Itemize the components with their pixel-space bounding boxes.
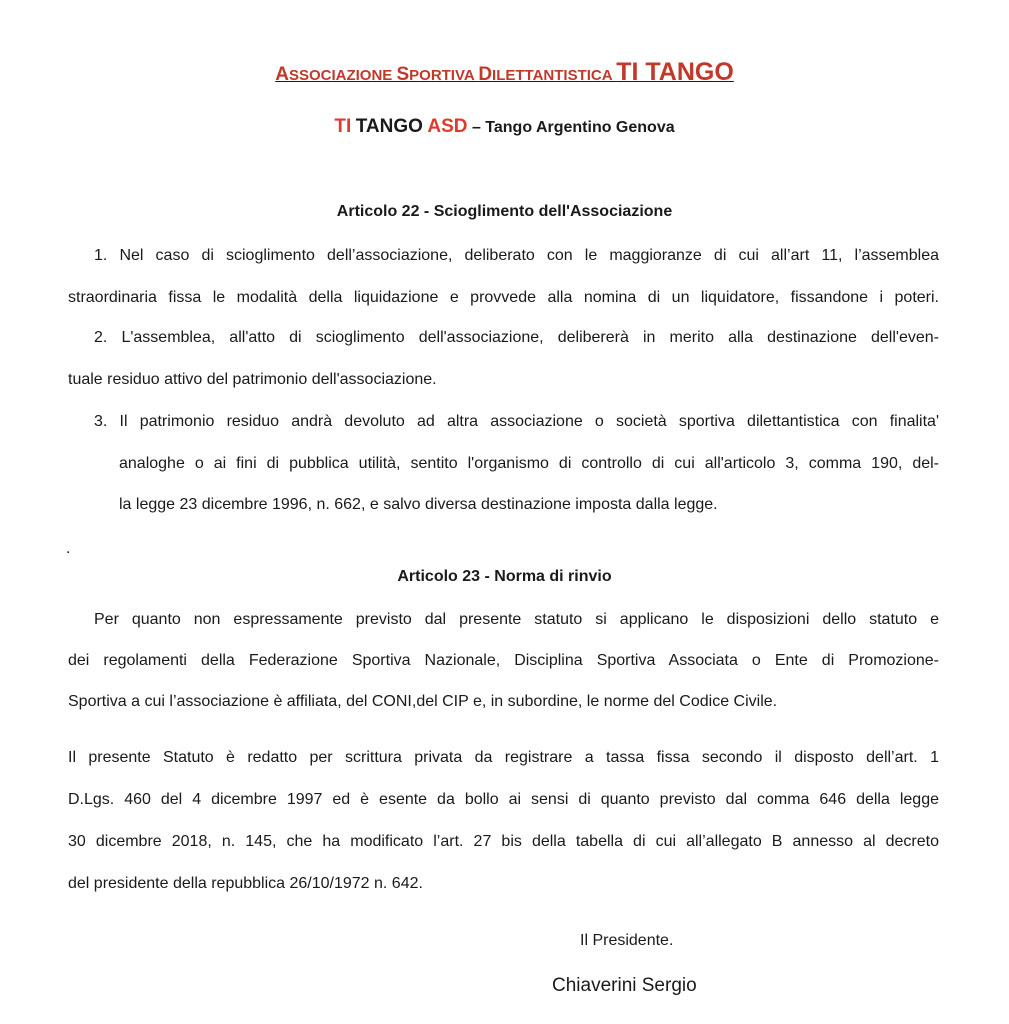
article-22-heading: Articolo 22 - Scioglimento dell'Associazione xyxy=(336,203,673,220)
closing-line: del presidente della repubblica 26/10/1972 n. 642. xyxy=(68,875,423,892)
article-22-line: 3. Il patrimonio residuo andrà devoluto ad altra associazione o società sportiva dilettantistica con finalita' xyxy=(94,413,939,430)
title-initial-a: A xyxy=(275,64,289,85)
subtitle-asd: ASD xyxy=(427,116,468,137)
article-23-heading: Articolo 23 - Norma di rinvio xyxy=(397,568,612,585)
subtitle-ti: TI xyxy=(334,116,352,137)
subtitle-tango: TANGO xyxy=(355,116,423,137)
association-name xyxy=(275,58,734,86)
article-22-line: 2. L'assemblea, all'atto di scioglimento dell'associazione, delibererà in merito alla destinazione dell'even- xyxy=(94,329,939,346)
article-22-line: 1. Nel caso di scioglimento dell’associazione, deliberato con le maggioranze di cui all’art 11, l’assemblea xyxy=(94,247,939,264)
closing-line: D.Lgs. 460 del 4 dicembre 1997 ed è esente da bollo ai sensi di quanto previsto dal comma 646 della legge xyxy=(68,791,939,808)
separator-dot: . xyxy=(66,540,71,557)
article-23-line: Per quanto non espressamente previsto dal presente statuto si applicano le disposizioni dello statuto e xyxy=(94,611,939,628)
closing-line: Il presente Statuto è redatto per scrittura privata da registrare a tassa fissa secondo il disposto dell’art. 1 xyxy=(68,749,939,766)
signature-name: Chiaverini Sergio xyxy=(552,975,697,996)
article-23-line: dei regolamenti della Federazione Sportiva Nazionale, Disciplina Sportiva Associata o Ente di Promozione- xyxy=(68,652,939,669)
title-word-dilettantistica: ILETTANTISTICA xyxy=(492,67,617,84)
title-word-sportiva: PORTIVA xyxy=(409,67,479,84)
association-title xyxy=(0,58,1009,87)
article-22-line: la legge 23 dicembre 1996, n. 662, e salvo diversa destinazione imposta dalla legge. xyxy=(119,496,718,513)
article-23-line: Sportiva a cui l’associazione è affiliata, del CONI,del CIP e, in subordine, le norme del Codice Civile. xyxy=(68,693,778,710)
article-22-line: tuale residuo attivo del patrimonio dell'associazione. xyxy=(68,371,437,388)
signature-role: Il Presidente. xyxy=(580,932,674,949)
subtitle-tagline: – Tango Argentino Genova xyxy=(471,119,675,136)
title-initial-s: S xyxy=(396,64,410,85)
title-word-associazione: SSOCIAZIONE xyxy=(288,67,397,84)
subtitle xyxy=(0,116,1009,138)
article-22-line: straordinaria fissa le modalità della liquidazione e provvede alla nomina di un liquidatore, fissandone i poteri. xyxy=(68,289,939,306)
title-brand: TI TANGO xyxy=(616,58,734,86)
article-22-line: analoghe o ai fini di pubblica utilità, sentito l'organismo di controllo di cui all'articolo 3, comma 190, del- xyxy=(119,455,939,472)
closing-line: 30 dicembre 2018, n. 145, che ha modificato l’art. 27 bis della tabella di cui all’allegato B annesso al decreto xyxy=(68,833,939,850)
title-initial-d: D xyxy=(478,64,493,85)
